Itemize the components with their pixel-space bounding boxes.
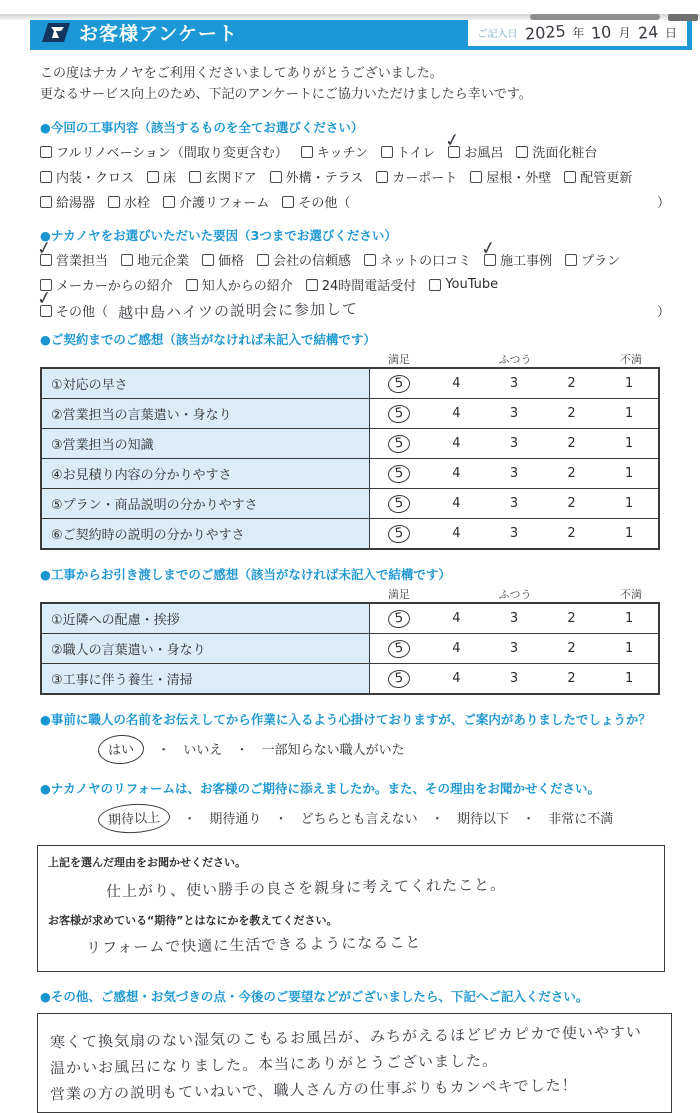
- month-unit: 月: [618, 25, 631, 40]
- scale-label-dissatisfied: 不満: [620, 353, 642, 366]
- row-label: ⑥ご契約時の説明の分かりやすさ: [42, 519, 370, 548]
- row-label: ②職人の言葉遣い・身なり: [42, 634, 370, 663]
- checkbox-label: 営業担当: [56, 254, 109, 269]
- checkbox-piping-renewal[interactable]: [564, 167, 632, 186]
- rating-4[interactable]: 4: [452, 496, 461, 511]
- checkbox-carport[interactable]: [376, 167, 457, 186]
- checkbox-label: 給湯器: [56, 196, 96, 211]
- checkbox-label: プラン: [581, 254, 621, 269]
- option-below-expectation[interactable]: 期待以下: [456, 812, 509, 827]
- checkbox-square: [40, 171, 52, 183]
- handwritten-circle: 5: [387, 608, 411, 629]
- rating-3[interactable]: 3: [509, 611, 519, 626]
- row-label: ①対応の早さ: [42, 369, 370, 398]
- rating-2[interactable]: 2: [567, 671, 576, 686]
- option-separator: ・: [274, 812, 288, 827]
- checkbox-square: [516, 146, 528, 158]
- checkbox-label: ネットの口コミ: [380, 254, 472, 269]
- handover-scale-header: [40, 586, 670, 602]
- rating-5[interactable]: [370, 429, 428, 458]
- date-year-value[interactable]: 2025: [523, 20, 566, 44]
- scale-label-satisfied: 満足: [388, 353, 410, 366]
- checkbox-interior-cloth[interactable]: [40, 167, 134, 186]
- checkbox-label: 内装・クロス: [56, 171, 135, 186]
- checkbox-label: お風呂: [464, 146, 504, 161]
- checkbox-full-renovation[interactable]: [40, 142, 288, 161]
- rating-1[interactable]: 1: [625, 526, 634, 541]
- row-label: ①近隣への配慮・挨拶: [42, 604, 370, 633]
- option-separator: ・: [522, 812, 536, 827]
- work-row-2: [40, 167, 670, 186]
- rating-4[interactable]: 4: [452, 436, 461, 451]
- checkbox-label: フルリノベーション（間取り変更含む）: [56, 146, 288, 161]
- rating-3[interactable]: 3: [509, 496, 519, 511]
- reason-answer-2-handwritten: リフォームで快適に生活できるようになること: [85, 933, 422, 957]
- rating-1[interactable]: 1: [625, 406, 634, 421]
- checkbox-square: [202, 254, 214, 266]
- checkbox-company-trust[interactable]: [257, 250, 351, 269]
- date-month-value[interactable]: 10: [590, 21, 613, 43]
- checkbox-square: [40, 146, 52, 158]
- rating-4[interactable]: 4: [452, 466, 461, 481]
- rating-5[interactable]: [370, 634, 428, 663]
- paren-close: ）: [656, 196, 670, 211]
- scale-label-dissatisfied: 不満: [620, 588, 642, 601]
- checkbox-label: 洗面化粧台: [532, 146, 598, 161]
- rating-3[interactable]: 3: [509, 436, 519, 451]
- checkbox-label: カーポート: [392, 171, 458, 186]
- checkbox-youtube[interactable]: [429, 277, 498, 292]
- row-label: ⑤プラン・商品説明の分かりやすさ: [42, 489, 370, 518]
- rating-5[interactable]: [370, 459, 428, 488]
- rating-1[interactable]: 1: [625, 641, 634, 656]
- survey-page: [0, 14, 700, 1104]
- checkbox-maker-referral[interactable]: [40, 275, 173, 294]
- table-row: [42, 518, 658, 548]
- rating-1[interactable]: 1: [625, 611, 634, 626]
- nakanoya-logo-icon: [42, 23, 70, 42]
- checkbox-net-review[interactable]: [364, 250, 471, 269]
- checkbox-label: 施工事例: [500, 254, 553, 269]
- rating-3[interactable]: 3: [509, 526, 519, 541]
- scale-label-neutral: ふつう: [498, 588, 532, 601]
- option-very-dissatisfied[interactable]: 非常に不満: [548, 812, 614, 827]
- rating-1[interactable]: 1: [625, 466, 634, 481]
- checkbox-label: 知人からの紹介: [201, 279, 293, 294]
- table-row: [42, 488, 658, 518]
- checkbox-acquaintance-referral[interactable]: [186, 275, 293, 294]
- checkbox-square: [429, 279, 441, 291]
- checkbox-roof-wall[interactable]: [470, 167, 551, 186]
- rating-1[interactable]: 1: [625, 496, 634, 511]
- handwritten-check-icon: ✓: [35, 236, 54, 261]
- checkbox-square: [186, 279, 198, 291]
- option-separator: ・: [235, 743, 249, 758]
- comment-line-1-handwritten: 寒くて換気扇のない湿気のこもるお風呂が、みちがえるほどピカピカで使いやすい: [49, 1022, 643, 1052]
- checkbox-square: [108, 196, 120, 208]
- rating-4[interactable]: 4: [452, 671, 461, 686]
- rating-2[interactable]: 2: [567, 496, 576, 511]
- checkbox-square: [189, 171, 201, 183]
- rating-5[interactable]: [370, 399, 428, 428]
- factors-section-heading: ●ナカノヤをお選びいただいた要因（3つまでお選びください）: [40, 228, 397, 243]
- reason-prompt-1: 上記を選んだ理由をお聞かせください。: [48, 856, 246, 869]
- checkbox-square: [147, 171, 159, 183]
- craftsman-options: [98, 735, 670, 764]
- checkbox-kitchen[interactable]: [301, 142, 368, 161]
- rating-3[interactable]: 3: [509, 641, 519, 656]
- factors-row-2: [40, 275, 670, 294]
- checkbox-floor[interactable]: [147, 167, 176, 186]
- rating-2[interactable]: 2: [567, 436, 576, 451]
- table-row: [42, 369, 658, 398]
- craftsman-question-heading: ●事前に職人の名前をお伝えしてから作業に入るよう心掛けておりますが、ご案内がありましたでしょうか？: [40, 712, 651, 727]
- scale-label-satisfied: 満足: [388, 588, 410, 601]
- handwritten-circle: 5: [387, 463, 411, 484]
- rating-2[interactable]: 2: [567, 526, 576, 541]
- rating-5[interactable]: [370, 604, 428, 633]
- checkbox-square: [40, 196, 52, 208]
- checkbox-label: 会社の信頼感: [273, 254, 352, 269]
- intro-line-2: 更なるサービス向上のため、下記のアンケートにご協力いただけましたら幸いです。: [40, 87, 532, 102]
- option-neither[interactable]: どちらとも言えない: [300, 812, 418, 827]
- option-no[interactable]: いいえ: [183, 743, 223, 758]
- checkbox-construction-example[interactable]: [479, 236, 553, 269]
- checkbox-entrance-door[interactable]: [189, 167, 257, 186]
- comments-box[interactable]: [37, 1013, 672, 1113]
- handwritten-circle: 5: [387, 403, 411, 424]
- checkbox-faucet[interactable]: [108, 192, 150, 211]
- checkbox-label: 24時間電話受付: [321, 279, 417, 294]
- checkbox-24h-phone[interactable]: [306, 275, 417, 294]
- table-row: [42, 633, 658, 663]
- checkbox-square: [470, 171, 482, 183]
- table-row: [42, 398, 658, 428]
- rating-4[interactable]: 4: [452, 526, 461, 541]
- rating-4[interactable]: 4: [452, 376, 461, 391]
- table-row: [42, 663, 658, 693]
- handwritten-check-icon: ✓: [35, 286, 54, 311]
- checkbox-square: [282, 196, 294, 208]
- checkbox-square: [121, 254, 133, 266]
- rating-5[interactable]: [370, 519, 428, 548]
- checkbox-square: [364, 254, 376, 266]
- rating-5[interactable]: [370, 489, 428, 518]
- reason-box: [37, 845, 665, 972]
- row-label: ③営業担当の知識: [42, 429, 370, 458]
- paren-close: ）: [656, 305, 670, 320]
- rating-4[interactable]: 4: [452, 406, 461, 421]
- day-unit: 日: [664, 25, 677, 40]
- checkbox-label: 介護リフォーム: [179, 196, 270, 211]
- option-separator: ・: [157, 743, 171, 758]
- checkbox-square: [163, 196, 175, 208]
- row-label: ④お見積り内容の分かりやすさ: [42, 459, 370, 488]
- checkbox-price[interactable]: [202, 250, 244, 269]
- date-day-value[interactable]: 24: [636, 21, 659, 43]
- comment-line-2-handwritten: 温かいお風呂になりました。本当にありがとうございました。: [49, 1051, 499, 1078]
- rating-4[interactable]: 4: [452, 641, 461, 656]
- row-label: ③工事に伴う養生・清掃: [42, 664, 370, 693]
- checkbox-square: [306, 279, 318, 291]
- rating-2[interactable]: 2: [567, 466, 576, 481]
- handwritten-circle: 5: [387, 373, 411, 394]
- checkbox-label: 価格: [218, 254, 245, 269]
- factors-row-1: [35, 236, 670, 269]
- factors-other-handwritten-value: 越中島ハイツの説明会に参加して: [117, 299, 359, 323]
- reason-answer-1-handwritten: 仕上がり、使い勝手の良さを親身に考えてくれたこと。: [105, 875, 507, 901]
- checkbox-vanity[interactable]: [516, 142, 597, 161]
- rating-3[interactable]: 3: [509, 671, 519, 686]
- rating-5[interactable]: [370, 664, 428, 693]
- checkbox-local-company[interactable]: [121, 250, 189, 269]
- checkbox-label: 水栓: [124, 196, 151, 211]
- rating-1[interactable]: 1: [625, 671, 634, 686]
- checkbox-label: その他（: [298, 196, 351, 211]
- checkbox-square: [257, 254, 269, 266]
- checkbox-plan[interactable]: [565, 250, 620, 269]
- intro-line-1: この度はナカノヤをご利用くださいましてありがとうございました。: [40, 66, 443, 81]
- checkbox-label: トイレ: [397, 146, 436, 161]
- rating-2[interactable]: 2: [567, 641, 576, 656]
- checkbox-sales-rep[interactable]: [35, 236, 109, 269]
- scan-artifact: [530, 14, 660, 20]
- comment-line-3-handwritten: 営業の方の説明もていねいで、職人さん方の仕事ぶりもカンペキでした！: [49, 1076, 578, 1104]
- handwritten-check-icon: ✓: [443, 128, 463, 153]
- checkbox-work-other[interactable]: [282, 192, 670, 211]
- rating-3[interactable]: 3: [509, 406, 519, 421]
- checkbox-square: [270, 171, 282, 183]
- checkbox-label: 玄関ドア: [205, 171, 257, 186]
- option-as-expected[interactable]: 期待通り: [209, 812, 262, 827]
- handwritten-check-icon: ✓: [479, 236, 498, 261]
- checkbox-label: メーカーからの紹介: [56, 279, 173, 294]
- checkbox-label: YouTube: [445, 277, 499, 292]
- checkbox-square: [301, 146, 313, 158]
- rating-2[interactable]: 2: [567, 406, 576, 421]
- checkbox-label: 外構・テラス: [285, 171, 364, 186]
- year-unit: 年: [572, 25, 585, 40]
- row-label: ②営業担当の言葉遣い・身なり: [42, 399, 370, 428]
- work-row-1: [40, 128, 670, 161]
- checkbox-label: 屋根・外壁: [486, 171, 552, 186]
- scale-label-neutral: ふつう: [498, 353, 532, 366]
- expectation-options: [98, 804, 670, 833]
- table-row: [42, 428, 658, 458]
- checkbox-label: 配管更新: [580, 171, 633, 186]
- handover-table: [40, 602, 660, 695]
- checkbox-label: 地元企業: [137, 254, 190, 269]
- handwritten-circle: 5: [387, 493, 411, 514]
- handwritten-circle: 5: [387, 638, 411, 659]
- rating-1[interactable]: 1: [625, 436, 634, 451]
- handover-section-heading: ●工事からお引き渡しまでのご感想（該当がなければ未記入で結構です）: [40, 567, 451, 582]
- contract-table: [40, 367, 660, 550]
- work-row-3: [40, 192, 670, 211]
- checkbox-label: その他（: [56, 305, 109, 320]
- rating-2[interactable]: 2: [567, 376, 576, 391]
- expectation-question-heading: ●ナカノヤのリフォームは、お客様のご期待に添えましたか。また、その理由をお聞かせください。: [40, 781, 601, 796]
- scan-artifact: [668, 14, 698, 21]
- checkbox-bath[interactable]: [443, 128, 504, 161]
- option-above-expectation[interactable]: 期待以上: [97, 802, 170, 835]
- contract-scale-header: [40, 351, 670, 367]
- table-row: [42, 458, 658, 488]
- checkbox-square: [376, 171, 388, 183]
- handwritten-circle: 5: [387, 523, 411, 544]
- work-section-heading: ●今回の工事内容（該当するものを全てお選びください）: [40, 120, 364, 135]
- checkbox-square: [564, 171, 576, 183]
- date-box: [466, 16, 689, 48]
- handwritten-circle: 5: [387, 668, 411, 689]
- handwritten-circle: 5: [387, 433, 411, 454]
- checkbox-square: [381, 146, 393, 158]
- rating-4[interactable]: 4: [452, 611, 461, 626]
- checkbox-toilet[interactable]: [381, 142, 435, 161]
- rating-2[interactable]: 2: [567, 611, 576, 626]
- checkbox-label: 床: [163, 171, 177, 186]
- rating-3[interactable]: 3: [509, 376, 519, 391]
- checkbox-label: キッチン: [316, 146, 369, 161]
- rating-3[interactable]: 3: [509, 466, 519, 481]
- reason-prompt-2: お客様が求めている“期待”とはなにかを教えてください。: [48, 914, 338, 927]
- page-title: お客様アンケート: [79, 22, 238, 45]
- rating-1[interactable]: 1: [625, 376, 634, 391]
- intro-text: [40, 63, 670, 105]
- rating-5[interactable]: [370, 369, 428, 398]
- table-row: [42, 604, 658, 633]
- option-separator: ・: [430, 812, 444, 827]
- option-separator: ・: [183, 812, 197, 827]
- option-yes[interactable]: はい: [97, 734, 144, 765]
- contract-section-heading: ●ご契約までのご感想（該当がなければ未記入で結構です）: [40, 332, 376, 347]
- option-some-unknown[interactable]: 一部知らない職人がいた: [261, 743, 405, 758]
- checkbox-care-reform[interactable]: [163, 192, 269, 211]
- date-label: ご記入日: [477, 28, 518, 40]
- other-section-heading: ●その他、ご感想・お気づきの点・今後のご要望などがございましたら、下記へご記入ください。: [40, 989, 589, 1004]
- checkbox-water-heater[interactable]: [40, 192, 95, 211]
- checkbox-square: [565, 254, 577, 266]
- checkbox-exterior-terrace[interactable]: [270, 167, 364, 186]
